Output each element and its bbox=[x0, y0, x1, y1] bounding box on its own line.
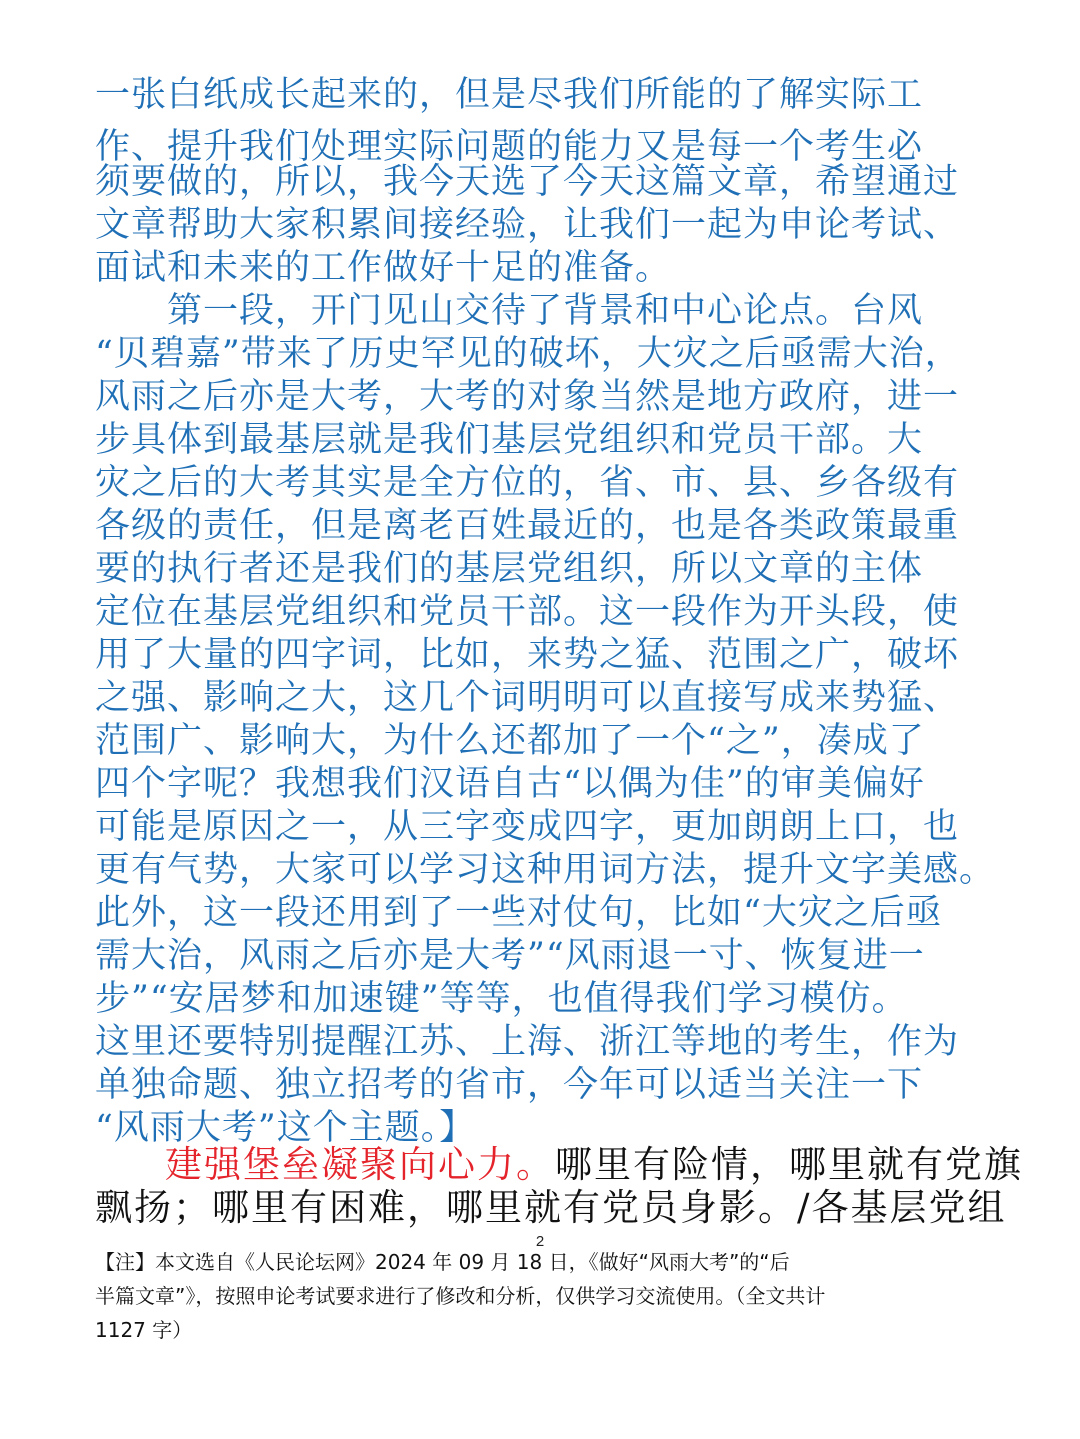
body-text: 哪里有险情，哪里就有党旗 bbox=[555, 1143, 1023, 1186]
analysis-line: 一张白纸成长起来的，但是尽我们所能的了解实际工 bbox=[95, 75, 924, 115]
analysis-line: 第一段，开门见山交待了背景和中心论点。台风 bbox=[95, 291, 924, 331]
body-line: 飘扬；哪里有困难，哪里就有党员身影。/各基层党组 bbox=[95, 1186, 1007, 1229]
analysis-line: 风雨之后亦是大考，大考的对象当然是地方政府，进一 bbox=[95, 377, 960, 417]
analysis-line: “风雨大考”这个主题。】 bbox=[95, 1108, 476, 1148]
analysis-line: 灾之后的大考其实是全方位的，省、市、县、乡各级有 bbox=[95, 463, 960, 503]
analysis-line: 单独命题、独立招考的省市，今年可以适当关注一下 bbox=[95, 1065, 924, 1105]
analysis-line: 更有气势，大家可以学习这种用词方法，提升文字美感。 bbox=[95, 850, 996, 890]
analysis-line: 须要做的，所以，我今天选了今天这篇文章，希望通过 bbox=[95, 162, 960, 202]
analysis-line: 此外，这一段还用到了一些对仗句，比如“大灾之后亟 bbox=[95, 893, 942, 933]
analysis-line: “贝碧嘉”带来了历史罕见的破坏，大灾之后亟需大治， bbox=[95, 334, 961, 374]
analysis-line: 要的执行者还是我们的基层党组织，所以文章的主体 bbox=[95, 549, 924, 589]
analysis-line: 作、提升我们处理实际问题的能力又是每一个考生必 bbox=[95, 127, 924, 167]
analysis-line: 文章帮助大家积累间接经验，让我们一起为申论考试、 bbox=[95, 205, 960, 245]
footnote-line: 半篇文章”》，按照申论考试要求进行了修改和分析，仅供学习交流使用。（全文共计 bbox=[95, 1284, 826, 1308]
section-heading: 建强堡垒凝聚向心力。 bbox=[165, 1143, 555, 1186]
analysis-line: 四个字呢？我想我们汉语自古“以偶为佳”的审美偏好 bbox=[95, 764, 925, 804]
analysis-line: 面试和未来的工作做好十足的准备。 bbox=[95, 248, 672, 288]
analysis-line: 步具体到最基层就是我们基层党组织和党员干部。大 bbox=[95, 420, 924, 460]
page-number: 2 bbox=[535, 1233, 545, 1250]
analysis-line: 步”“安居梦和加速键”等等，也值得我们学习模仿。 bbox=[95, 979, 908, 1019]
analysis-line: 定位在基层党组织和党员干部。这一段作为开头段，使 bbox=[95, 592, 960, 632]
footnote-line: 【注】本文选自《人民论坛网》2024 年 09 月 18 日，《做好“风雨大考”的“后 bbox=[95, 1250, 790, 1274]
analysis-line: 各级的责任，但是离老百姓最近的，也是各类政策最重 bbox=[95, 506, 960, 546]
analysis-line: 可能是原因之一，从三字变成四字，更加朗朗上口，也 bbox=[95, 807, 960, 847]
analysis-line: 这里还要特别提醒江苏、上海、浙江等地的考生，作为 bbox=[95, 1022, 960, 1062]
analysis-line: 范围广、影响大，为什么还都加了一个“之”，凑成了 bbox=[95, 721, 925, 761]
analysis-line: 需大治，风雨之后亦是大考”“风雨退一寸、恢复进一 bbox=[95, 936, 925, 976]
footnote-line: 1127 字） bbox=[95, 1318, 193, 1342]
analysis-line: 之强、影响之大，这几个词明明可以直接写成来势猛、 bbox=[95, 678, 960, 718]
analysis-line: 用了大量的四字词，比如，来势之猛、范围之广，破坏 bbox=[95, 635, 960, 675]
